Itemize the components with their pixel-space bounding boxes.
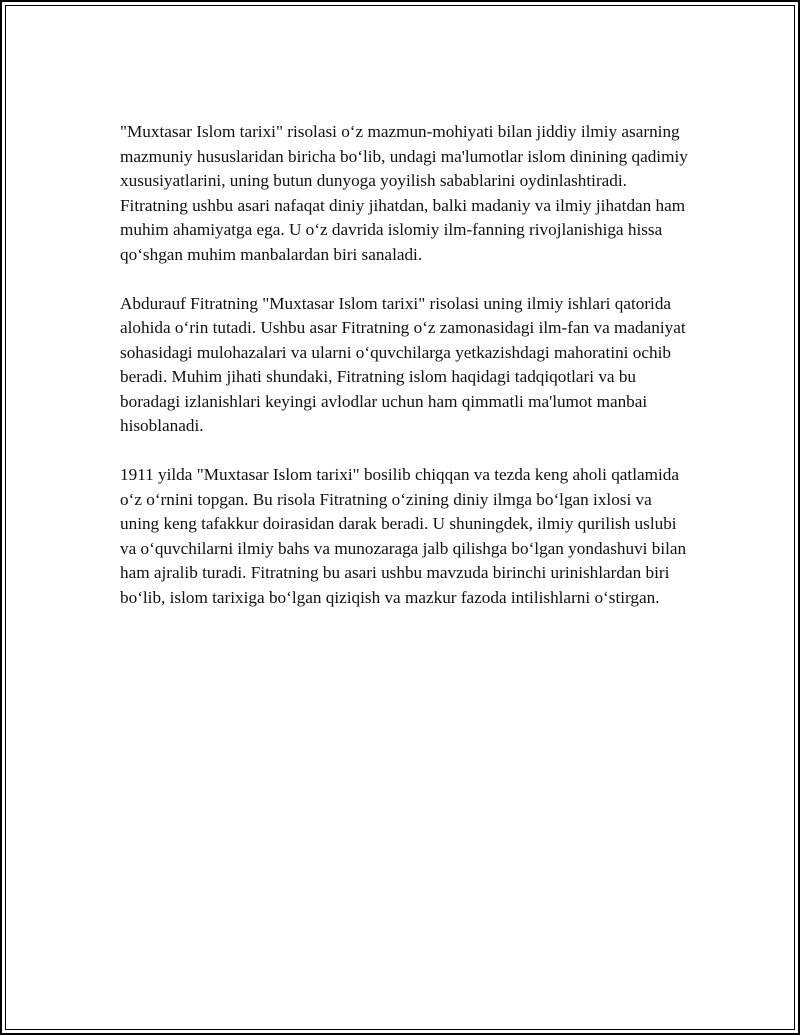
paragraph-1: "Muxtasar Islom tarixi" risolasi o‘z mazmun-mohiyati bilan jiddiy ilmiy asarning mazmuniy hususlaridan biricha bo‘lib, undagi ma'lumotlar islom dinining qadimiy xususiyatlarini, uning butun dunyoga yoyilish sabablarini oydinlashtiradi. Fitratning ushbu asari nafaqat diniy jihatdan, balki madaniy va ilmiy jihatdan ham muhim ahamiyatga ega. U o‘z davrida islomiy ilm-fanning rivojlanishiga hissa qo‘shgan muhim manbalardan biri sanaladi. xyxy=(120,122,688,264)
document-body xyxy=(120,120,690,635)
paragraph-3: 1911 yilda "Muxtasar Islom tarixi" bosilib chiqqan va tezda keng aholi qatlamida o‘z o‘rnini topgan. Bu risola Fitratning o‘zining diniy ilmga bo‘lgan ixlosi va uning keng tafakkur doirasidan darak beradi. U shuningdek, ilmiy qurilish uslubi va o‘quvchilarni ilmiy bahs va munozaraga jalb qilishga bo‘lgan yondashuvi bilan ham ajralib turadi. Fitratning bu asari ushbu mavzuda birinchi urinishlardan biri bo‘lib, islom tarixiga bo‘lgan qiziqish va mazkur fazoda intilishlarni o‘stirgan. xyxy=(120,465,687,607)
paragraph-2: Abdurauf Fitratning "Muxtasar Islom tarixi" risolasi uning ilmiy ishlari qatorida alohida o‘rin tutadi. Ushbu asar Fitratning o‘z zamonasidagi ilm-fan va madaniyat sohasidagi mulohazalari va ularni o‘quvchilarga yetkazishdagi mahoratini ochib beradi. Muhim jihati shundaki, Fitratning islom haqidagi tadqiqotlari va bu boradagi izlanishlari keyingi avlodlar uchun ham qimmatli ma'lumot manbai hisoblanadi. xyxy=(120,293,686,435)
